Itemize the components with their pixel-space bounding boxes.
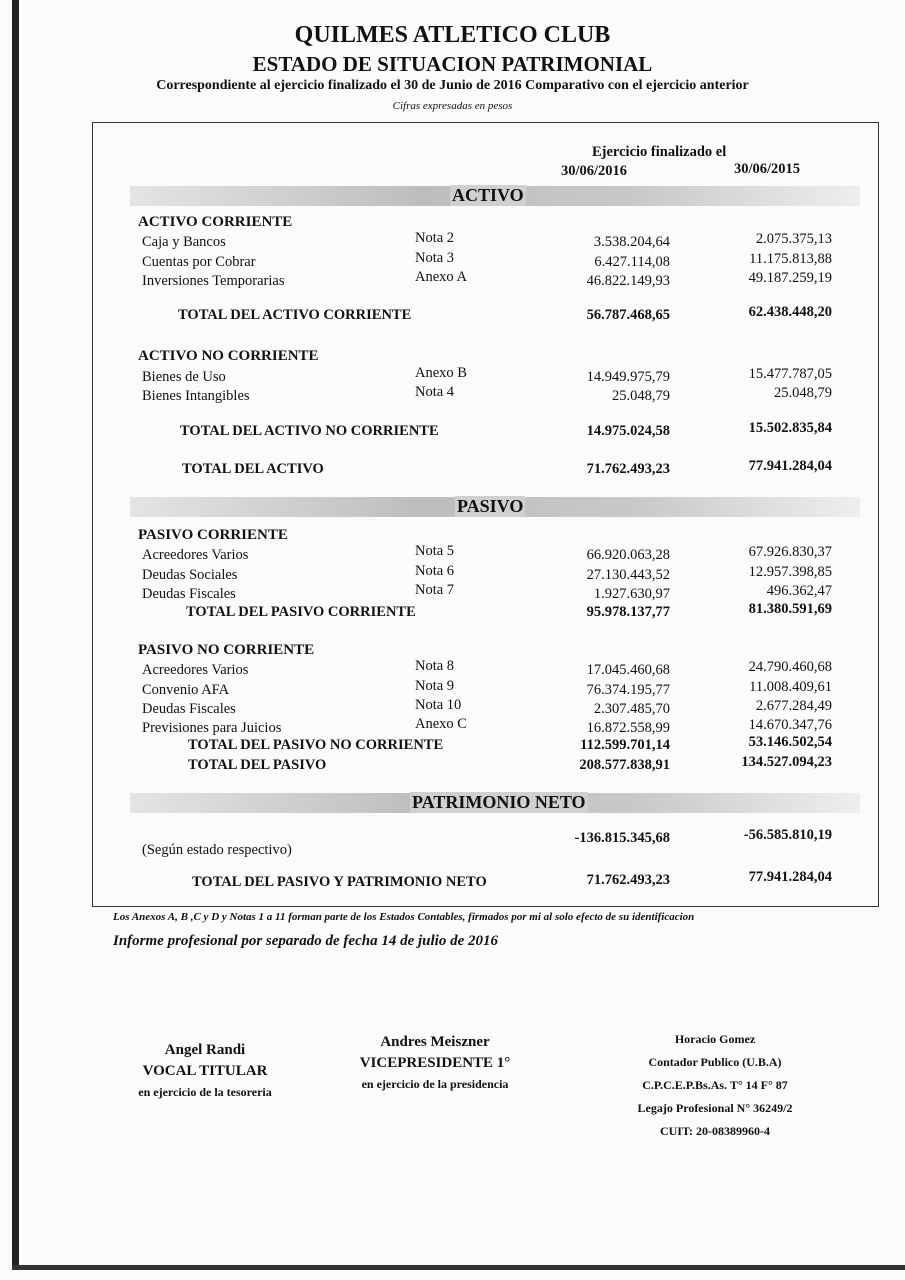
row-label: (Según estado respectivo)	[142, 842, 292, 858]
row-label: Caja y Bancos	[142, 234, 226, 250]
value-2016: 56.787.468,65	[586, 307, 670, 323]
row-label: Inversiones Temporarias	[142, 273, 285, 289]
row-label: TOTAL DEL PASIVO	[188, 757, 327, 773]
total-row	[0, 304, 905, 327]
row-label: Cuentas por Cobrar	[142, 254, 256, 270]
row-label: Acreedores Varios	[142, 547, 249, 563]
value-2015: -56.585.810,19	[743, 827, 832, 843]
row-label: ACTIVO CORRIENTE	[138, 214, 293, 230]
value-2016: 16.872.558,99	[586, 720, 670, 736]
table-row	[0, 384, 905, 408]
value-2016: -136.815.345,68	[574, 830, 670, 846]
report-note: Informe profesional por separado de fecha 14 de julio de 2016	[113, 933, 498, 949]
document-title: ESTADO DE SITUACION PATRIMONIAL	[252, 52, 653, 76]
value-2016: 208.577.838,91	[579, 757, 670, 773]
value-2015: 24.790.460,68	[748, 659, 832, 675]
value-2016: 46.822.149,93	[586, 273, 670, 289]
row-reference: Nota 5	[415, 543, 455, 559]
table-row	[0, 269, 905, 293]
signature-line: en ejercicio de la presidencia	[361, 1077, 509, 1091]
period-caption: Ejercicio finalizado el	[592, 144, 727, 160]
signature-block	[615, 1028, 815, 1143]
value-2016: 66.920.063,28	[586, 547, 670, 563]
row-reference: Anexo A	[415, 269, 467, 285]
row-reference: Nota 3	[415, 250, 455, 266]
signature-block	[345, 1032, 525, 1095]
signature-line: CUIT: 20-08389960-4	[659, 1124, 771, 1138]
signature-line: VICEPRESIDENTE 1°	[359, 1055, 511, 1071]
signature-line: en ejercicio de la tesoreria	[138, 1085, 272, 1099]
row-label: TOTAL DEL PASIVO CORRIENTE	[186, 604, 416, 620]
row-label: Deudas Fiscales	[142, 701, 236, 717]
signature-line: Horacio Gomez	[674, 1032, 756, 1046]
currency-note: Cifras expresadas en pesos	[392, 100, 513, 112]
signature-line: Contador Publico (U.B.A)	[648, 1055, 782, 1069]
band-patrimonio	[130, 793, 860, 813]
value-2015: 11.008.409,61	[749, 679, 832, 695]
row-label: Deudas Fiscales	[142, 586, 236, 602]
row-reference: Anexo C	[415, 716, 467, 732]
value-2015: 496.362,47	[766, 583, 832, 599]
column-2016: 30/06/2016	[561, 163, 628, 179]
row-label: TOTAL DEL ACTIVO CORRIENTE	[178, 307, 412, 323]
value-2015: 15.477.787,05	[748, 366, 832, 382]
band-pasivo	[130, 497, 860, 517]
row-label: TOTAL DEL PASIVO Y PATRIMONIO NETO	[192, 874, 487, 890]
row-reference: Nota 10	[415, 697, 462, 713]
value-2016: 14.949.975,79	[586, 369, 670, 385]
row-label: Convenio AFA	[142, 682, 230, 698]
document-subtitle: Correspondiente al ejercicio finalizado el 30 de Junio de 2016 Comparativo con el ejercicio anterior	[156, 78, 749, 93]
signature-line: C.P.C.E.P.Bs.As. T° 14 F° 87	[642, 1078, 788, 1092]
row-label: ACTIVO NO CORRIENTE	[138, 348, 319, 364]
total-row	[0, 869, 905, 894]
value-2016: 14.975.024,58	[586, 423, 670, 439]
value-2015: 11.175.813,88	[749, 251, 832, 267]
club-name: QUILMES ATLETICO CLUB	[294, 22, 611, 48]
value-2015: 67.926.830,37	[748, 544, 832, 560]
value-2015: 77.941.284,04	[748, 869, 832, 885]
value-2016: 95.978.137,77	[586, 604, 670, 620]
row-label: Acreedores Varios	[142, 662, 249, 678]
value-2015: 12.957.398,85	[748, 564, 832, 580]
row-reference: Nota 9	[415, 678, 455, 694]
value-2016: 27.130.443,52	[586, 567, 670, 583]
signature-line: VOCAL TITULAR	[142, 1063, 268, 1079]
row-reference: Nota 2	[415, 230, 455, 246]
row-label: PASIVO NO CORRIENTE	[138, 642, 315, 658]
value-2015: 15.502.835,84	[748, 420, 832, 436]
value-2015: 134.527.094,23	[741, 754, 832, 770]
row-label: TOTAL DEL ACTIVO	[182, 461, 324, 477]
row-reference: Nota 6	[415, 563, 455, 579]
column-2015: 30/06/2015	[734, 161, 801, 177]
row-reference: Anexo B	[415, 365, 467, 381]
value-2015: 62.438.448,20	[748, 304, 832, 320]
value-2016: 17.045.460,68	[586, 662, 670, 678]
value-2015: 14.670.347,76	[748, 717, 832, 733]
signature-block	[110, 1040, 300, 1103]
row-reference: Nota 4	[415, 384, 455, 400]
value-2015: 2.075.375,13	[755, 231, 832, 247]
table-row	[0, 827, 905, 862]
footer-note: Los Anexos A, B ,C y D y Notas 1 a 11 forman parte de los Estados Contables, firmados por mi al solo efecto de su identificacion	[113, 911, 695, 923]
value-2015: 2.677.284,49	[755, 698, 832, 714]
scan-edge	[12, 0, 19, 1265]
value-2015: 53.146.502,54	[748, 734, 832, 750]
value-2015: 49.187.259,19	[748, 270, 832, 286]
signature-line: Andres Meiszner	[380, 1034, 490, 1050]
value-2016: 3.538.204,64	[593, 234, 670, 250]
row-label: PASIVO CORRIENTE	[138, 527, 288, 543]
value-2015: 77.941.284,04	[748, 458, 832, 474]
signature-line: Angel Randi	[164, 1042, 246, 1058]
total-row	[0, 458, 905, 481]
value-2016: 1.927.630,97	[593, 586, 670, 602]
value-2016: 25.048,79	[612, 388, 670, 404]
value-2016: 76.374.195,77	[586, 682, 670, 698]
total-row	[0, 754, 905, 777]
value-2016: 6.427.114,08	[594, 254, 670, 270]
row-reference: Nota 8	[415, 658, 455, 674]
band-activo	[130, 186, 860, 206]
row-label: TOTAL DEL PASIVO NO CORRIENTE	[188, 737, 444, 753]
value-2015: 81.380.591,69	[748, 601, 832, 617]
scan-edge-bottom	[12, 1265, 905, 1270]
row-label: Bienes Intangibles	[142, 388, 250, 404]
value-2016: 112.599.701,14	[580, 737, 670, 753]
value-2015: 25.048,79	[774, 385, 832, 401]
band-patrimonio-label: PATRIMONIO NETO	[412, 792, 586, 812]
row-label: TOTAL DEL ACTIVO NO CORRIENTE	[180, 423, 439, 439]
value-2016: 2.307.485,70	[593, 701, 670, 717]
row-reference: Nota 7	[415, 582, 455, 598]
row-label: Bienes de Uso	[142, 369, 226, 385]
total-row	[0, 420, 905, 443]
signature-line: Legajo Profesional N° 36249/2	[637, 1101, 793, 1115]
row-label: Deudas Sociales	[142, 567, 238, 583]
row-label: Previsiones para Juicios	[142, 720, 282, 736]
value-2016: 71.762.493,23	[586, 461, 670, 477]
band-activo-label: ACTIVO	[452, 185, 524, 205]
total-row	[0, 601, 905, 624]
band-pasivo-label: PASIVO	[457, 496, 524, 516]
value-2016: 71.762.493,23	[586, 872, 670, 888]
